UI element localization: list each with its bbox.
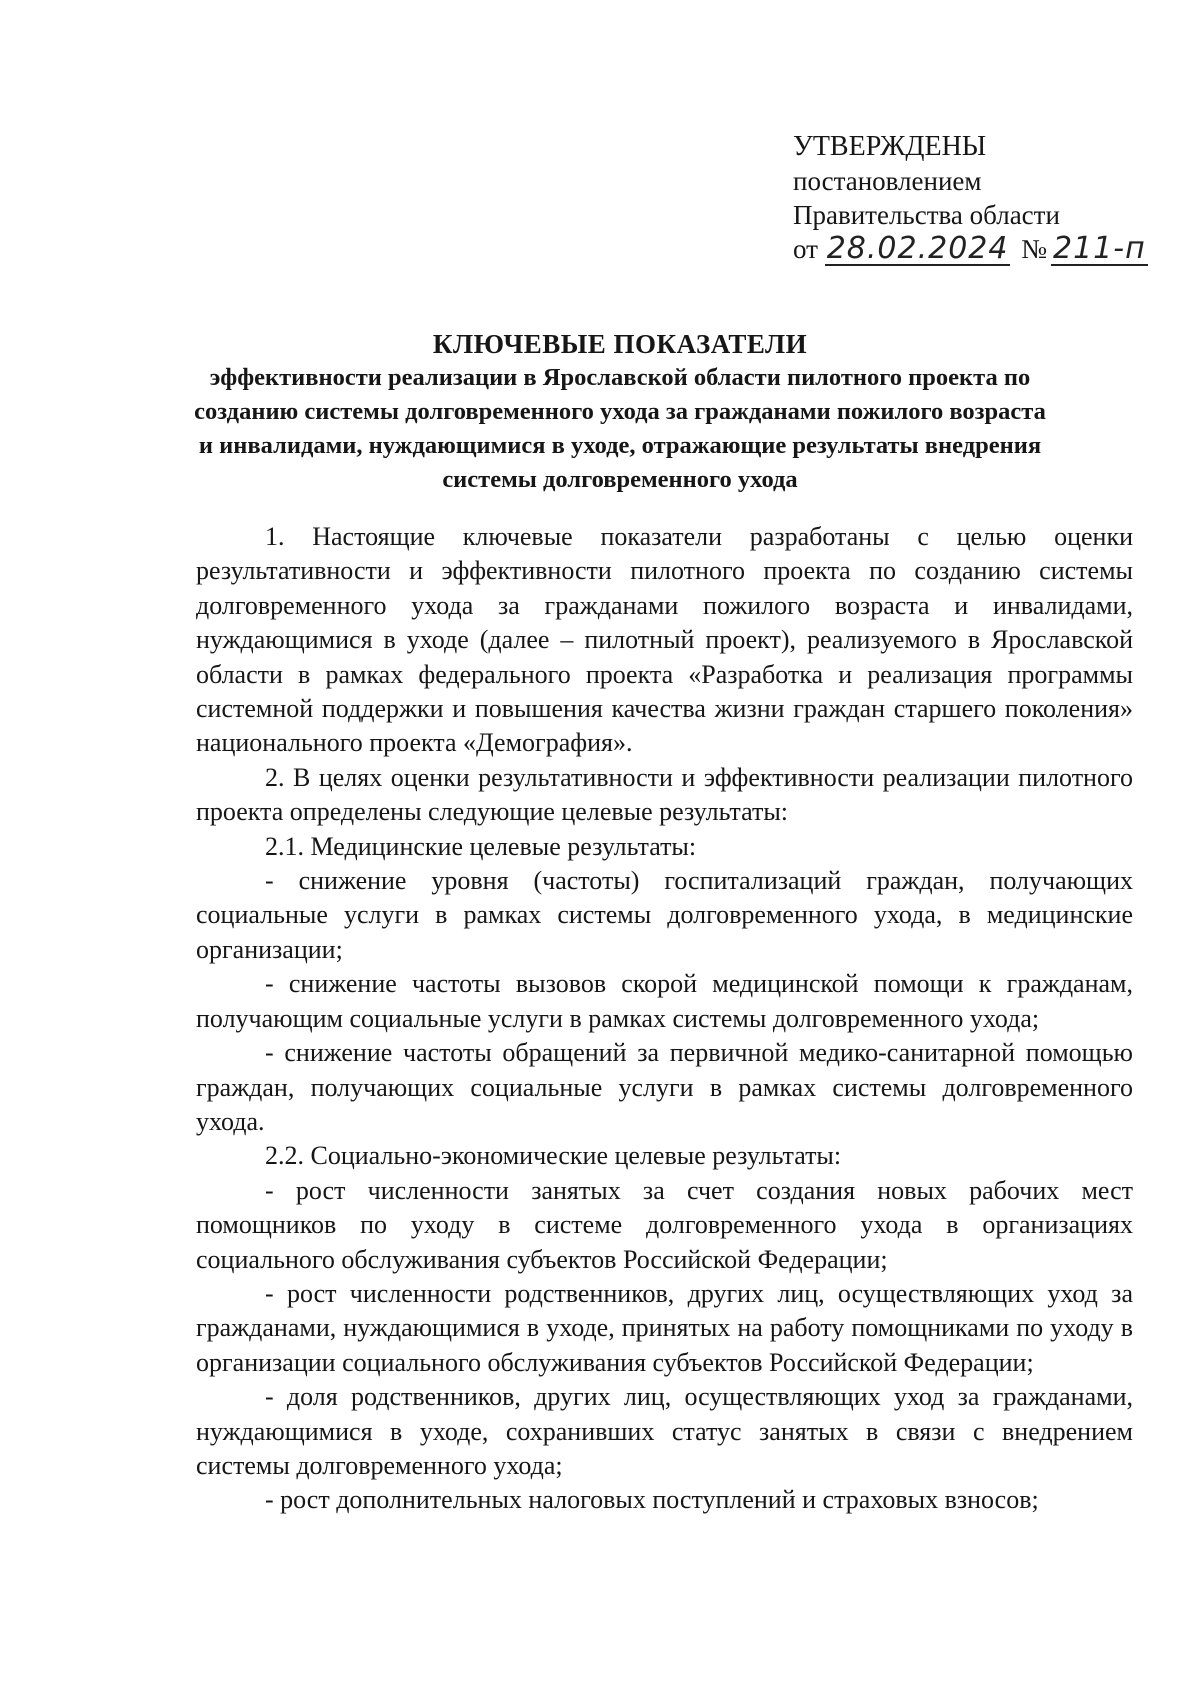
document-body (196, 520, 1133, 1518)
document-title (190, 327, 1050, 497)
approval-heading: УТВЕРЖДЕНЫ (793, 131, 987, 162)
paragraph: - доля родственников, других лиц, осуществляющих уход за гражданами, нуждающимися в уходе, сохранивших статус занятых в связи с внедрением системы долговременного ухода; (196, 1382, 1133, 1480)
date-prefix: от (793, 234, 818, 264)
paragraph: - рост дополнительных налоговых поступлений и страховых взносов; (265, 1485, 1039, 1515)
handwritten-number: 211-п (1053, 231, 1146, 266)
title-subtitle: эффективности реализации в Ярославской области пилотного проекта по созданию системы долговременного ухода за гражданами пожилого возраста и инвалидами, нуждающимися в уходе, отражающие результаты внедрения системы долговременного ухода (194, 364, 1046, 493)
paragraph: - рост численности родственников, других лиц, осуществляющих уход за гражданами, нуждающимися в уходе, принятых на работу помощниками по уходу в организации социального обслуживания субъектов Российской Федерации; (196, 1278, 1133, 1377)
paragraph: 2.2. Социально-экономические целевые результаты: (265, 1141, 842, 1171)
approval-line-1: постановлением (793, 166, 982, 196)
number-sign: № (1021, 234, 1047, 264)
title-main: КЛЮЧЕВЫЕ ПОКАЗАТЕЛИ (432, 329, 808, 359)
approval-date-line (793, 232, 1173, 266)
approval-block (793, 130, 1173, 266)
paragraph: - снижение частоты вызовов скорой медицинской помощи к гражданам, получающим социальные услуги в рамках системы долговременного ухода; (196, 969, 1133, 1033)
handwritten-date: 28.02.2024 (826, 231, 1009, 266)
paragraph: - снижение частоты обращений за первичной медико-санитарной помощью граждан, получающих социальные услуги в рамках системы долговременного ухода. (196, 1038, 1133, 1136)
paragraph: - снижение уровня (частоты) госпитализаций граждан, получающих социальные услуги в рамках системы долговременного ухода, в медицинские организации; (196, 866, 1133, 964)
paragraph: - рост численности занятых за счет создания новых рабочих мест помощников по уходу в системе долговременного ухода в организациях социального обслуживания субъектов Российской Федерации; (196, 1175, 1133, 1274)
paragraph: 2.1. Медицинские целевые результаты: (265, 831, 697, 861)
approval-line-2: Правительства области (793, 200, 1060, 230)
paragraph: 1. Настоящие ключевые показатели разработаны с целью оценки результативности и эффективности пилотного проекта по созданию системы долговременного ухода за гражданами пожилого возраста и инвалидами, нуждающимися в уходе (далее – пилотный проект), реализуемого в Ярославской области в рамках федерального проекта «Разработка и реализация программы системной поддержки и повышения качества жизни граждан старшего поколения» национального проекта «Демография». (196, 522, 1133, 758)
paragraph: 2. В целях оценки результативности и эффективности реализации пилотного проекта определены следующие целевые результаты: (196, 762, 1133, 827)
